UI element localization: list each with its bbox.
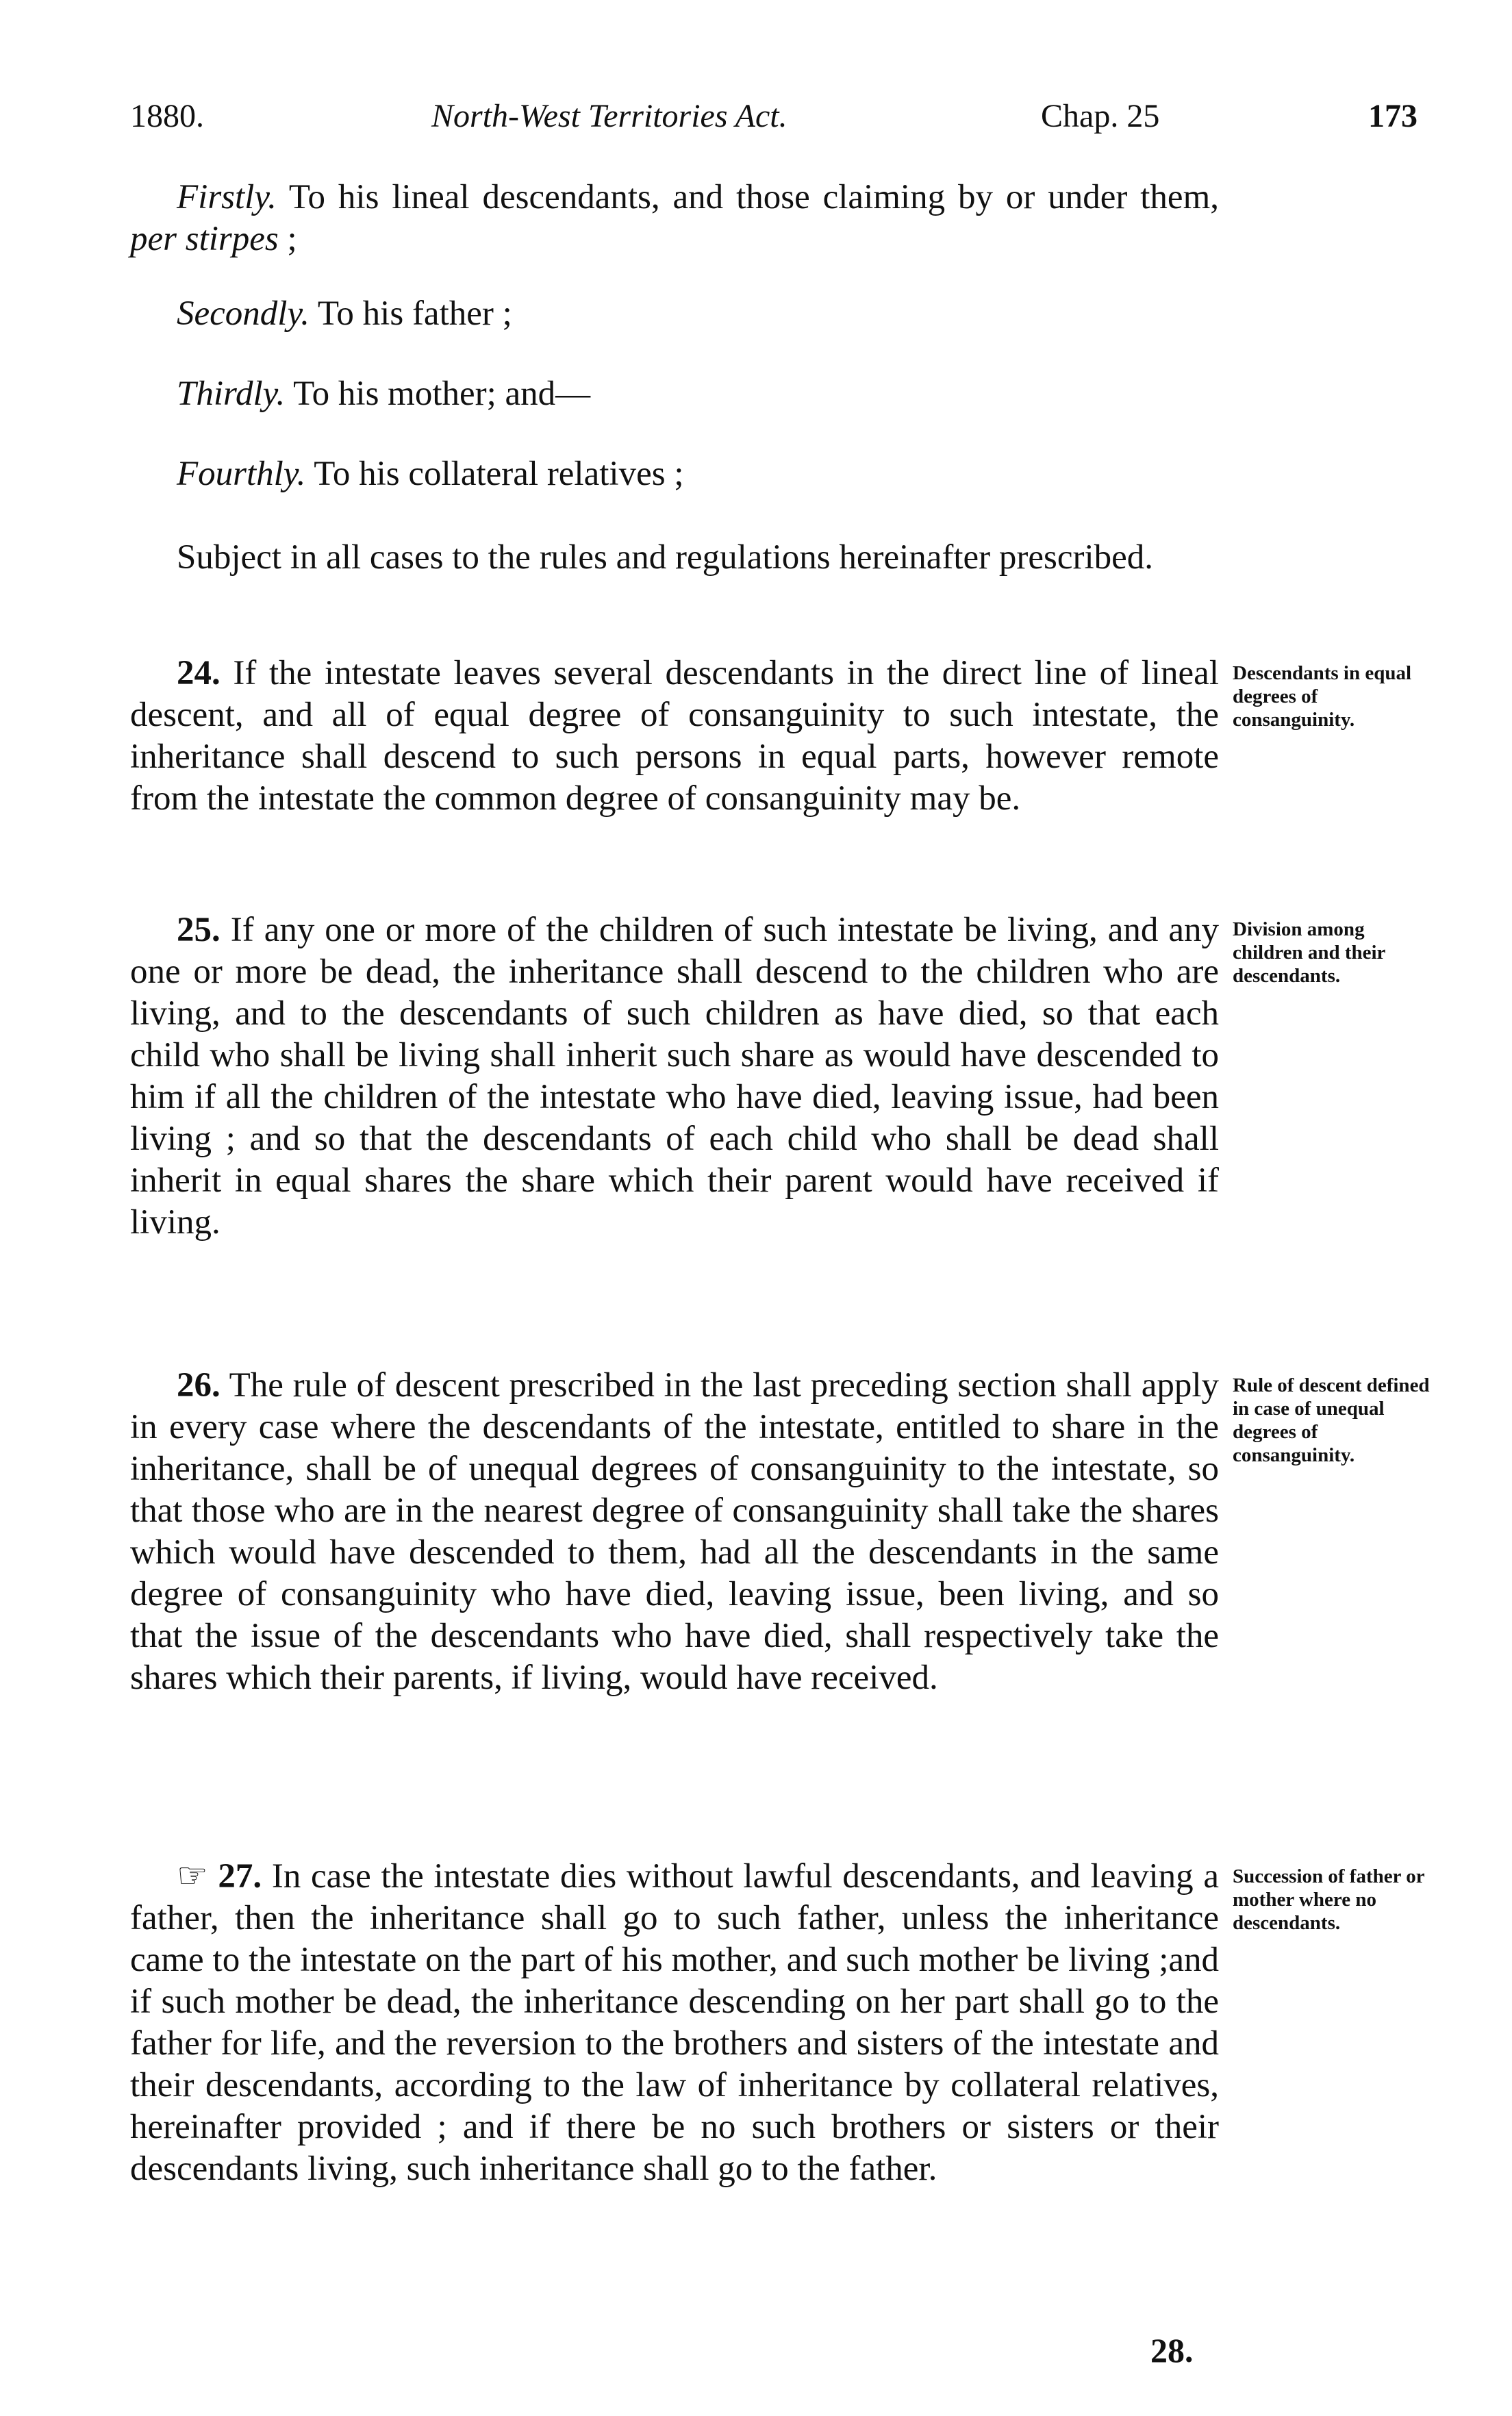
secondly-text: To his father ; (310, 294, 512, 333)
firstly-text: To his lineal descendants, and those claiming by or under them, (276, 178, 1219, 216)
marginal-note-26: Rule of descent defined in case of unequal degrees of consanguinity. (1233, 1374, 1430, 1466)
section-text: If any one or more of the children of such intestate be living, and any one or more be dead, the inheritance shall descend to the children who are living, and to the descendants of such children as have died, so that each child who shall be living shall inherit such share as would have descended to him if all the children of the intestate who have died, leaving issue, had been living ; and so that the descendants of each child who shall be dead shall inherit in equal shares the share which their parent would have received if living. (130, 911, 1219, 1242)
section-text: If the intestate leaves several descendants in the direct line of lineal descent, and all of equal degree of consanguinity to such intestate, the inheritance shall descend to such persons in equal parts, however remote from the intestate the common degree of consanguinity may be. (130, 654, 1219, 818)
marginal-note-27: Succession of father or mother where no descendants. (1233, 1865, 1425, 1934)
header-year: 1880. (130, 98, 204, 134)
firstly-end: ; (278, 220, 297, 258)
order-thirdly (130, 373, 1219, 415)
order-firstly (130, 177, 1219, 260)
marginal-note-24: Descendants in equal degrees of consanguinity. (1233, 662, 1412, 731)
section-number: 25. (177, 911, 220, 949)
catchword: 28. (1150, 2331, 1194, 2369)
page-number: 173 (1368, 98, 1418, 134)
section-24 (130, 653, 1219, 820)
fourthly-label: Fourthly. (177, 455, 306, 493)
header-chapter: Chap. 25 (1041, 98, 1160, 134)
header-title: North-West Territories Act. (431, 98, 788, 134)
running-header (130, 96, 1418, 137)
pointing-hand-icon: ☞ (177, 1857, 218, 1896)
order-subject (130, 537, 1219, 579)
subject-text: Subject in all cases to the rules and regulations hereinafter prescribed. (177, 538, 1154, 577)
thirdly-label: Thirdly. (177, 375, 286, 413)
firstly-italic: per stirpes (130, 220, 279, 258)
section-27 (130, 1856, 1219, 2190)
section-text: In case the intestate dies without lawful descendants, and leaving a father, then the inheritance shall go to such father, unless the inheritance came to the intestate on the part of his mother, and such mother be living ;and if such mother be dead, the inheritance descending on her part shall go to the father for life, and the reversion to the brothers and sisters of the intestate and their descendants, according to the law of inheritance by collateral relatives, hereinafter provided ; and if there be no such brothers or sisters or their descendants living, such inheritance shall go to the father. (130, 1857, 1219, 2188)
section-number: 26. (177, 1366, 220, 1405)
firstly-label: Firstly. (177, 178, 277, 216)
fourthly-text: To his collateral relatives ; (305, 455, 684, 493)
section-25 (130, 909, 1219, 1244)
marginal-note-25: Division among children and their descendants. (1233, 918, 1385, 987)
order-fourthly (130, 453, 1219, 495)
thirdly-text: To his mother; and— (285, 375, 591, 413)
section-text: The rule of descent prescribed in the last preceding section shall apply in every case where the descendants of the intestate, entitled to share in the inheritance, shall be of unequal degrees of consanguinity to the intestate, so that those who are in the nearest degree of consanguinity shall take the shares which would have descended to them, had all the descendants in the same degree of consanguinity who have died, leaving issue, been living, and so that the issue of the descendants who have died, shall respectively take the shares which their parents, if living, would have received. (130, 1366, 1219, 1697)
section-number: 24. (177, 654, 220, 692)
order-secondly (130, 293, 1219, 335)
secondly-label: Secondly. (177, 294, 310, 333)
section-number: 27. (218, 1857, 262, 1896)
section-26 (130, 1365, 1219, 1699)
